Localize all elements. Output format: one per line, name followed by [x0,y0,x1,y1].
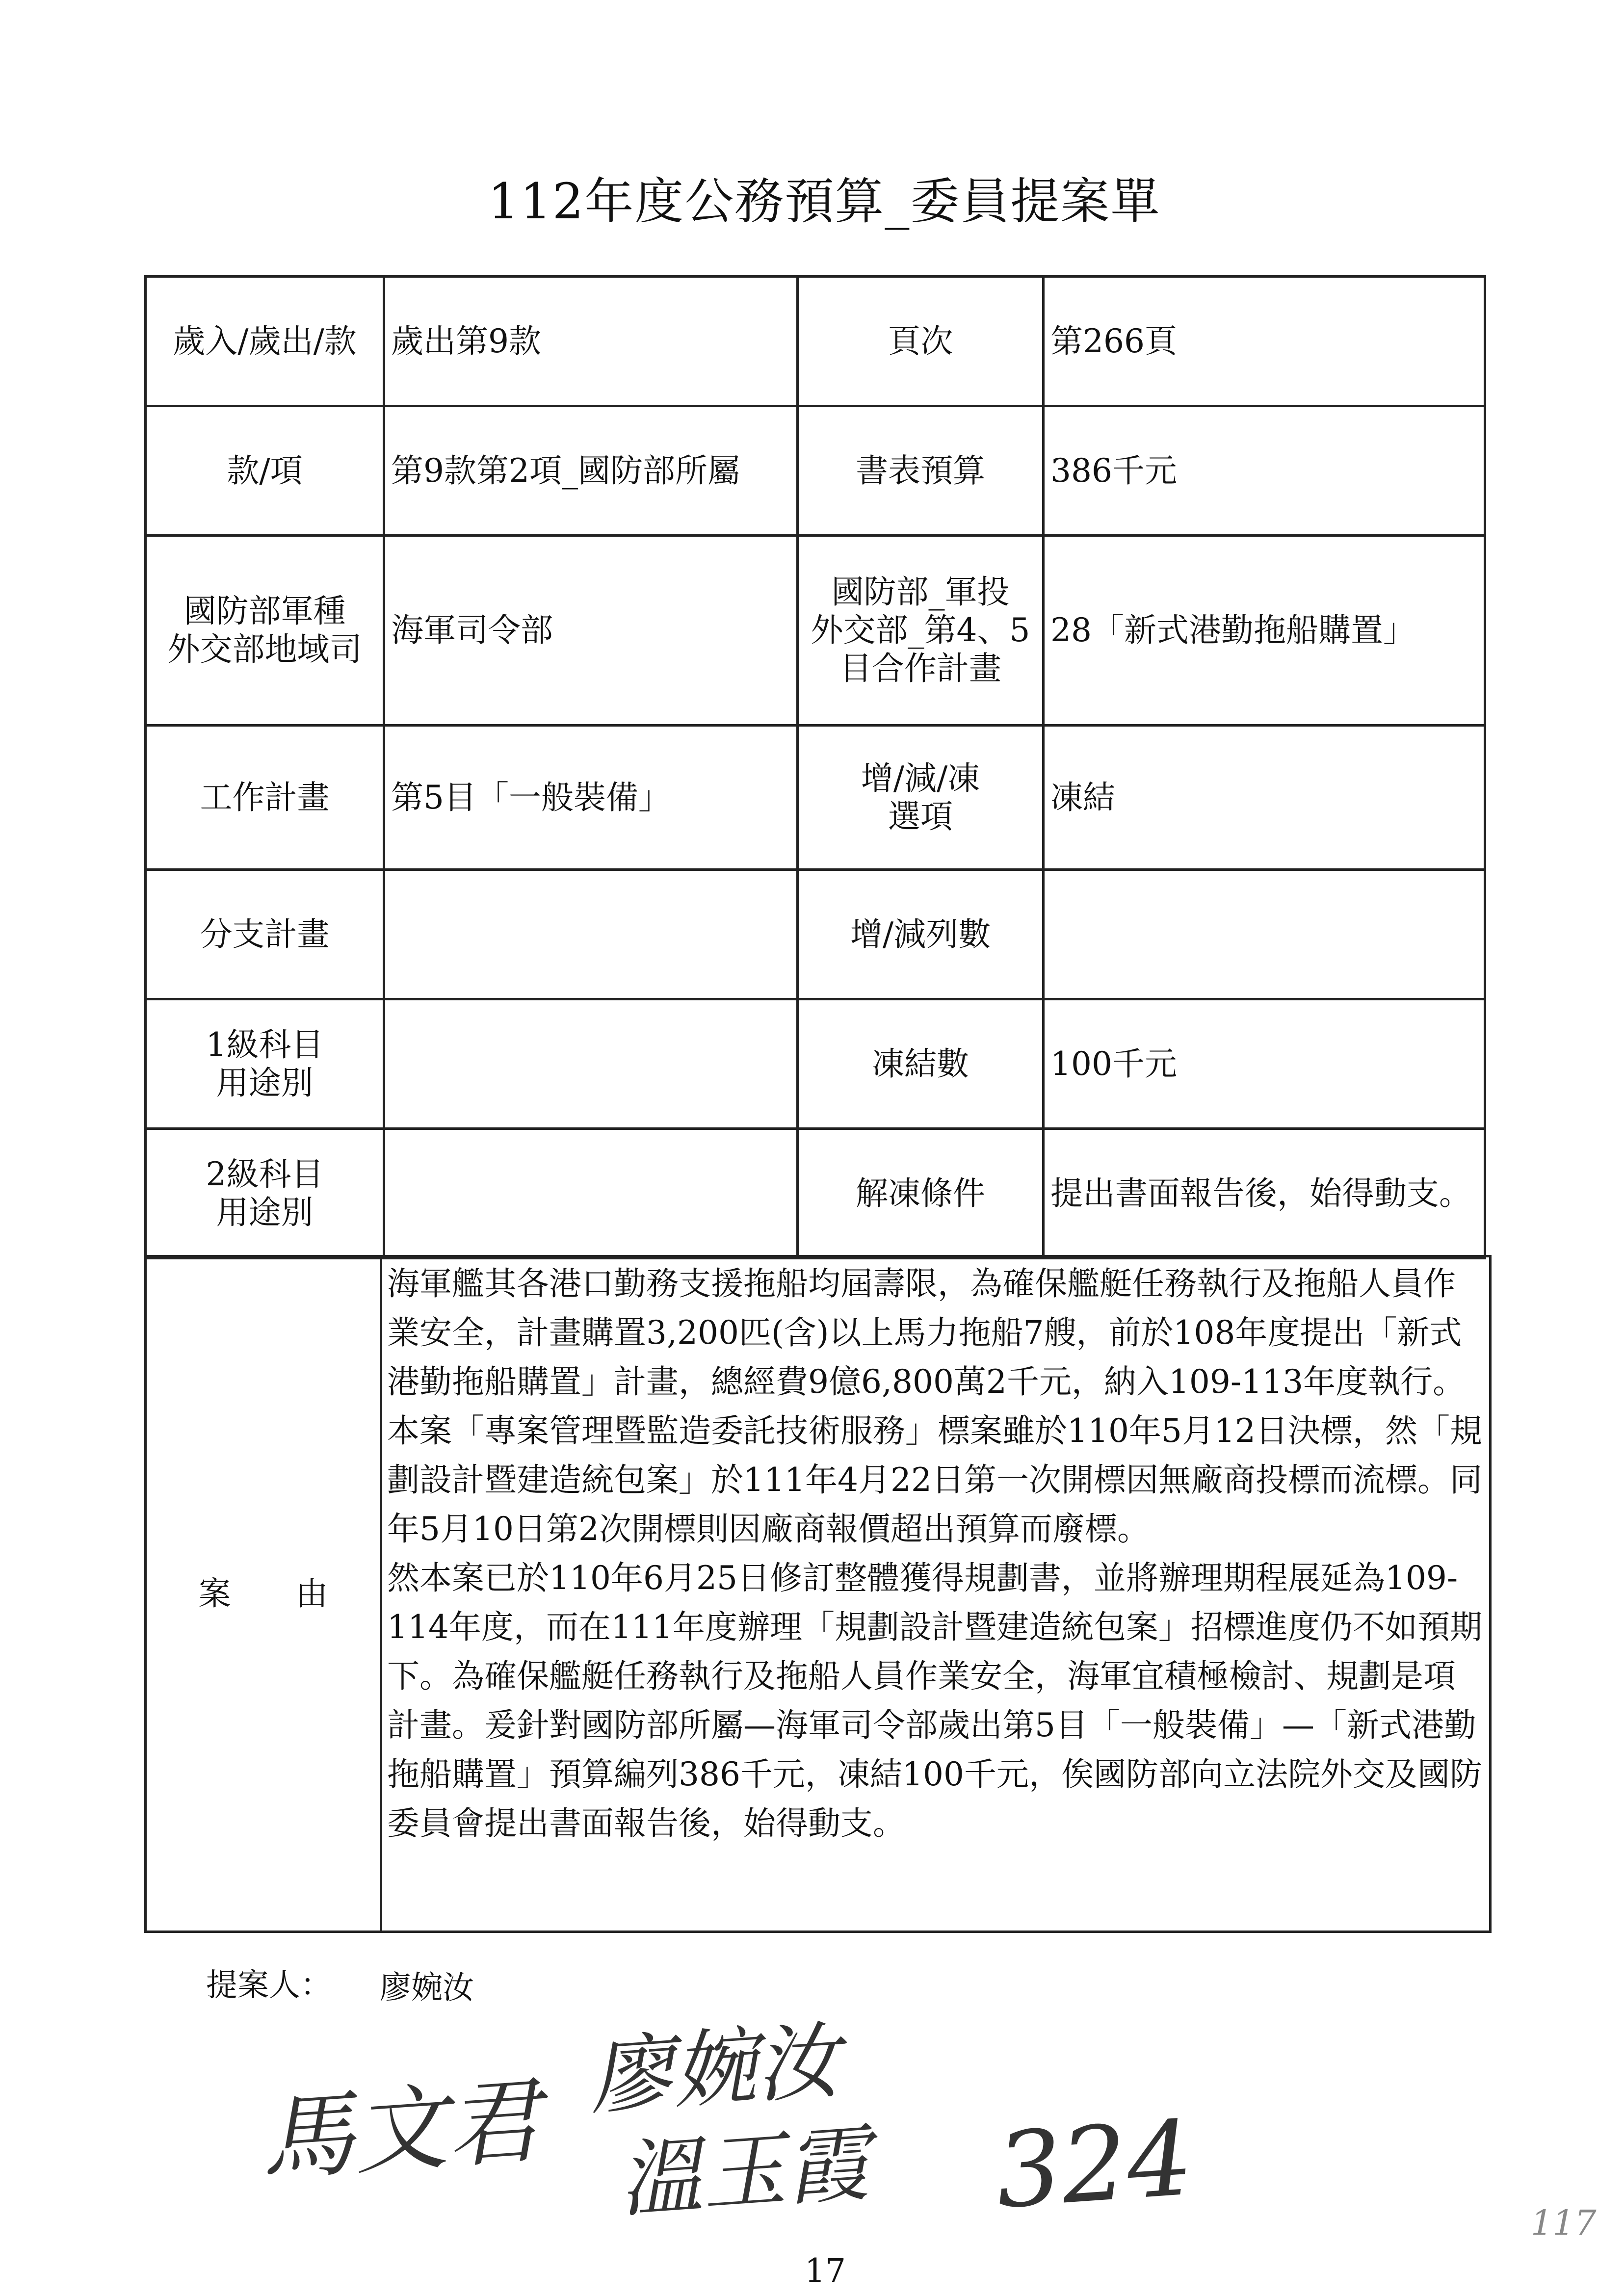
signature-3: 溫玉霞 [615,2115,872,2230]
value-text: 第9款第2項_國防部所屬 [391,451,740,490]
reason-paragraph-1: 海軍艦其各港口勤務支援拖船均屆壽限，為確保艦艇任務執行及拖船人員作業安全，計畫購置3,200匹(含)以上馬力拖船7艘，前於108年度提出「新式港勤拖船購置」計畫，總經費9億6,800萬2千元，納入109-113年度執行。 [387,1265,1466,1401]
signature-1: 馬文君 [257,2066,544,2194]
label-text: 國防部_軍投 外交部_第4、5 目合作計畫 [811,573,1030,687]
corner-number: 117 [1531,2203,1597,2243]
field-label-r4-c1 [144,724,385,871]
field-label-r7-c1 [144,1127,385,1259]
label-text: 歲入/歲出/款 [173,322,357,360]
field-value-r1-c2 [383,275,799,407]
field-value-r1-c4 [1042,275,1486,407]
label-text: 國防部軍種 外交部地域司 [167,592,362,668]
field-value-r5-c4 [1042,868,1486,1000]
value-text: 歲出第9款 [391,322,541,360]
field-value-r3-c2 [383,534,799,727]
field-value-r6-c4 [1042,998,1486,1130]
reason-label: 案 由 [144,1255,382,1933]
field-label-r1-c3 [796,275,1045,407]
signature-2: 廖婉汝 [586,2012,843,2127]
label-text: 分支計畫 [200,915,330,953]
reason-paragraph-3: 然本案已於110年6月25日修訂整體獲得規劃書，並將辦理期程展延為109-114年度，而在111年度辦理「規劃設計暨建造統包案」招標進度仍不如預期下。為確保艦艇任務執行及拖船人員作業安全，海軍宜積極檢討、規劃是項計畫。爰針對國防部所屬—海軍司令部歲出第5目「一般裝備」—「新式港勤拖船購置」預算編列386千元，凍結100千元，俟國防部向立法院外交及國防委員會提出書面報告後，始得動支。 [387,1559,1482,1842]
field-value-r4-c4 [1042,724,1486,871]
reason-paragraph-2: 本案「專案管理暨監造委託技術服務」標案雖於110年5月12日決標，然「規劃設計暨建造統包案」於111年4月22日第一次開標因無廠商投標而流標。同年5月10日第2次開標則因廠商報價超出預算而廢標。 [387,1412,1482,1548]
field-label-r7-c3 [796,1127,1045,1259]
field-value-r2-c2 [383,405,799,537]
label-text: 增/減列數 [850,915,991,953]
value-text: 凍結 [1050,778,1115,816]
field-value-r5-c2 [383,868,799,1000]
field-value-r2-c4 [1042,405,1486,537]
page-title: 112年度公務預算_委員提案單 [488,173,1161,230]
field-label-r5-c1 [144,868,385,1000]
value-text: 提出書面報告後，始得動支。 [1050,1174,1471,1212]
label-text: 工作計畫 [200,778,330,816]
page-number: 17 [805,2252,846,2290]
field-label-r3-c3 [796,534,1045,727]
field-label-r2-c1 [144,405,385,537]
value-text: 386千元 [1050,451,1177,490]
label-text: 解凍條件 [856,1174,985,1212]
value-text: 28「新式港勤拖船購置」 [1050,611,1415,649]
field-value-r7-c2 [383,1127,799,1259]
field-label-r3-c1 [144,534,385,727]
label-text: 凍結數 [872,1044,969,1083]
value-text: 100千元 [1050,1044,1177,1083]
label-text: 款/項 [227,451,303,490]
label-text: 2級科目 用途別 [206,1155,324,1231]
proposer-name: 廖婉汝 [380,1970,474,2006]
signature-4: 324 [992,2098,1197,2232]
value-text: 第266頁 [1050,322,1177,360]
field-value-r4-c2 [383,724,799,871]
field-value-r3-c4 [1042,534,1486,727]
label-text: 增/減/凍 選項 [861,759,980,835]
proposer-label: 提案人： [206,1967,332,2004]
field-label-r5-c3 [796,868,1045,1000]
field-label-r6-c1 [144,998,385,1130]
reason-text [380,1255,1492,1933]
field-label-r6-c3 [796,998,1045,1130]
value-text: 第5目「一般裝備」 [391,778,671,816]
field-value-r6-c2 [383,998,799,1130]
field-label-r2-c3 [796,405,1045,537]
value-text: 海軍司令部 [391,611,553,649]
field-label-r4-c3 [796,724,1045,871]
label-text: 頁次 [888,322,953,360]
label-text: 1級科目 用途別 [206,1025,324,1102]
label-text: 書表預算 [856,451,985,490]
field-value-r7-c4 [1042,1127,1486,1259]
field-label-r1-c1 [144,275,385,407]
